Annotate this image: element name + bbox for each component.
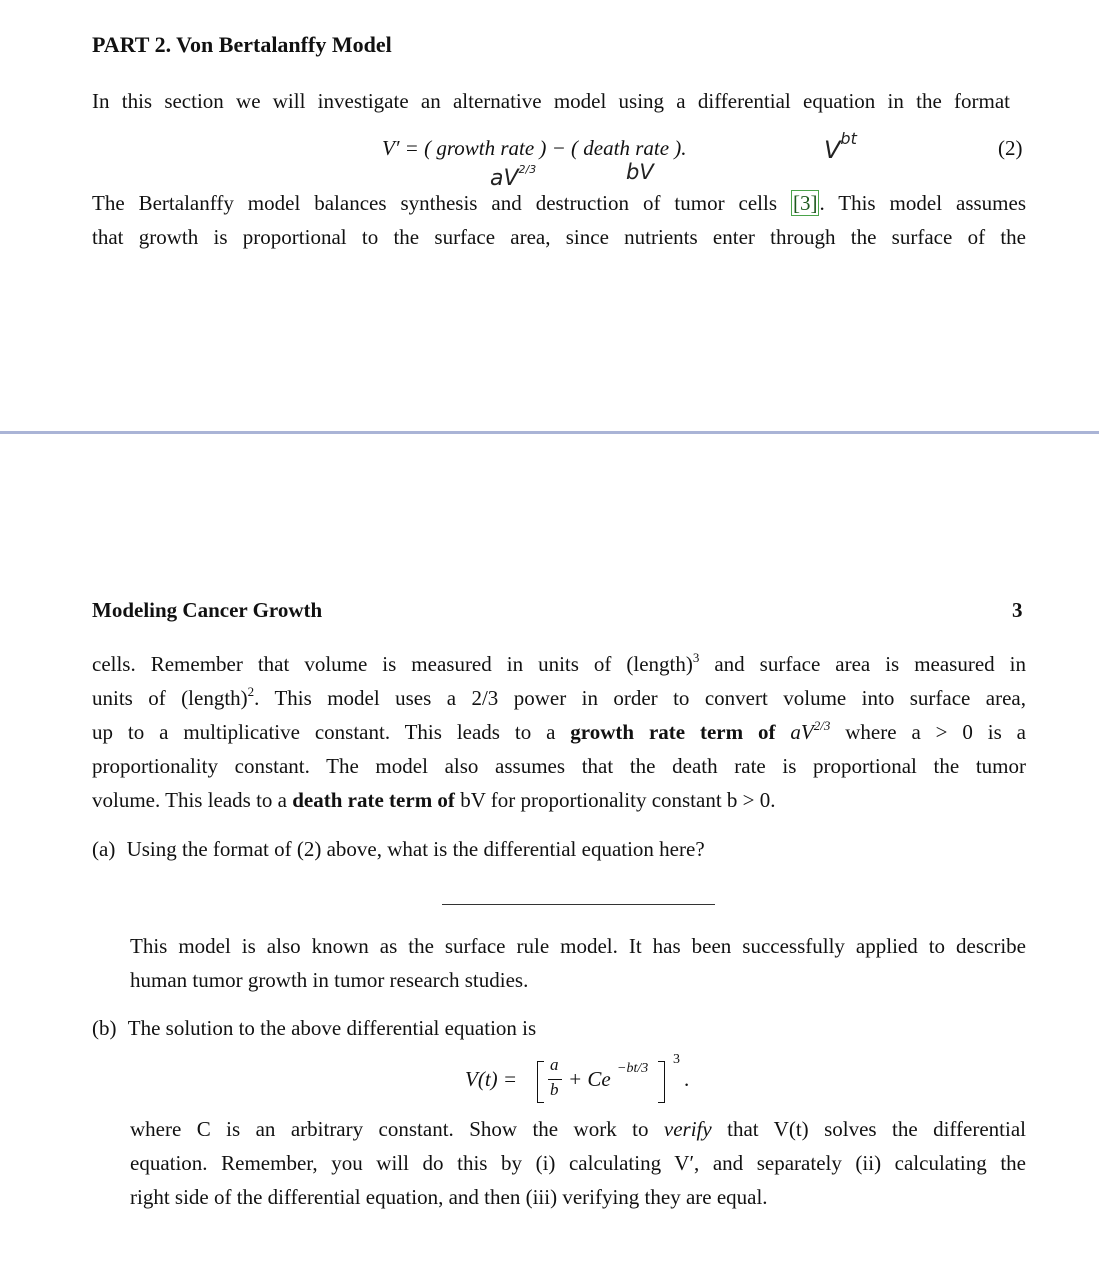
paragraph-line: This model is also known as the surface rule model. It has been successfully applied to describe (130, 934, 1026, 958)
section-heading: PART 2. Von Bertalanffy Model (92, 32, 392, 57)
right-bracket (658, 1061, 665, 1103)
paragraph-line: right side of the differential equation, and then (iii) verifying they are equal. (130, 1185, 768, 1209)
running-head: Modeling Cancer Growth (92, 598, 323, 622)
paragraph-line: equation. Remember, you will do this by (i) calculating V′, and separately (ii) calculating the (130, 1151, 1026, 1175)
paragraph-line: The Bertalanffy model balances synthesis and destruction of tumor cells [3]. This model assumes (92, 191, 1026, 215)
intro-paragraph: In this section we will investigate an alternative model using a differential equation in the format (92, 89, 1010, 113)
fraction-denominator: b (550, 1080, 559, 1099)
equation-number: (2) (998, 136, 1023, 160)
question-a-label: (a) (92, 837, 116, 861)
question-a (92, 832, 705, 866)
handwritten-growth-term: $aV^{2/3}$ (490, 163, 537, 191)
paragraph-line: units of (length)$^2$. This model uses a 2/3 power in order to convert volume into surface area, (92, 684, 1026, 710)
formula-lhs: V(t) = (465, 1067, 518, 1091)
paragraph-line: where C is an arbitrary constant. Show the work to verify that V(t) solves the differential (130, 1117, 1026, 1141)
bertalanffy-paragraph (92, 186, 1026, 254)
page-number: 3 (1012, 598, 1023, 622)
question-a-note (130, 929, 1026, 997)
question-b (92, 1011, 536, 1045)
left-bracket (537, 1061, 544, 1103)
question-b-label: (b) (92, 1016, 117, 1040)
paragraph-line: volume. This leads to a death rate term of bV for proportionality constant b > 0. (92, 788, 776, 812)
paragraph-line: that growth is proportional to the surface area, since nutrients enter through the surface of the (92, 225, 1026, 249)
question-b-instructions (130, 1112, 1026, 1214)
page-divider (0, 431, 1099, 434)
model-paragraph (92, 647, 1026, 817)
equation-2 (382, 136, 687, 161)
citation-link[interactable]: [3] (792, 191, 818, 215)
formula-middle: + Ce (568, 1067, 611, 1091)
answer-blank-line[interactable] (442, 904, 715, 905)
handwritten-death-term: bV (626, 160, 654, 184)
question-a-text: Using the format of (2) above, what is the differential equation here? (126, 837, 705, 861)
equation-text: V′ = ( growth rate ) − ( death rate ). (382, 136, 687, 160)
paragraph-line: proportionality constant. The model also assumes that the death rate is proportional the tumor (92, 754, 1026, 778)
question-b-text: The solution to the above differential equation is (127, 1016, 537, 1040)
formula-power: 3 (673, 1052, 680, 1067)
paragraph-line: cells. Remember that volume is measured in units of (length)$^3$ and surface area is measured in (92, 650, 1026, 676)
handwritten-side-note: $V^{bt}$ (824, 129, 857, 164)
fraction-numerator: a (550, 1055, 559, 1074)
formula-exponent: −bt/3 (617, 1061, 649, 1076)
formula-period: . (684, 1067, 690, 1091)
paragraph-line: up to a multiplicative constant. This leads to a growth rate term of $aV^{2/3}$ where a > 0 is a (92, 718, 1026, 744)
paragraph-line: human tumor growth in tumor research studies. (130, 968, 529, 992)
